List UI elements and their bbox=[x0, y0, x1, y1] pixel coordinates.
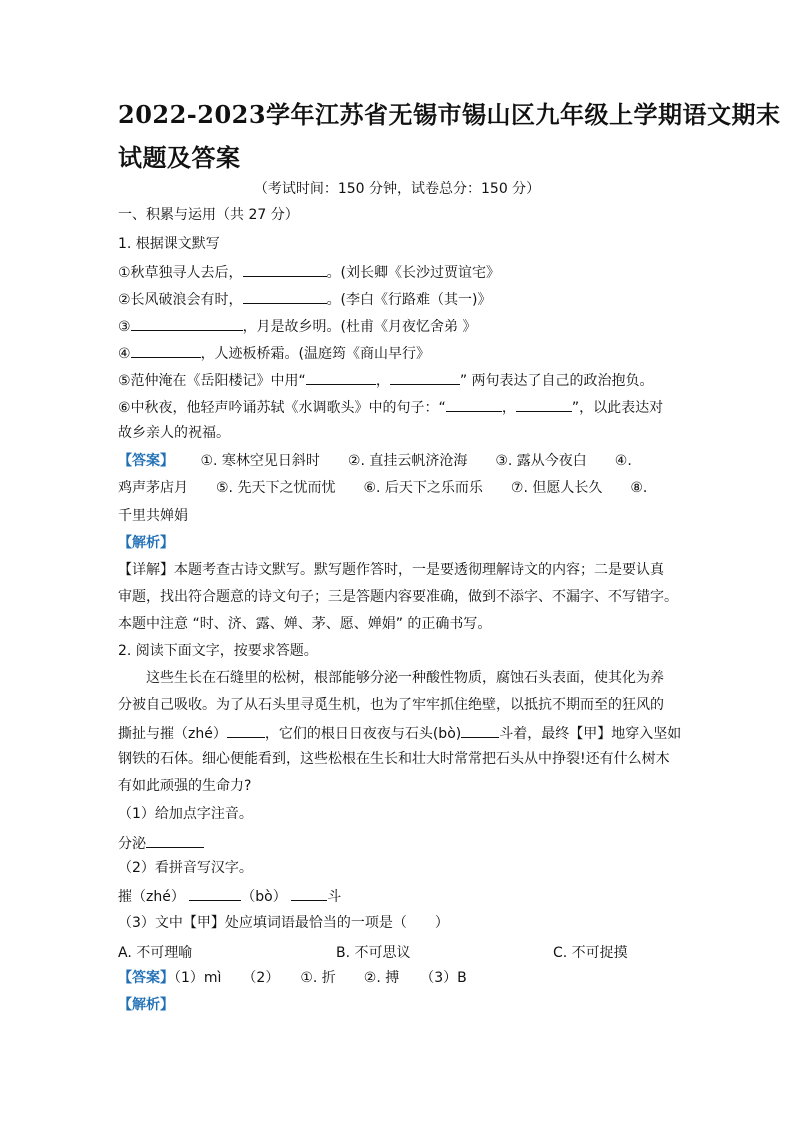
q1-line-6 bbox=[118, 397, 663, 417]
q1-line-5-text-c: ” 两句表达了自己的政治抱负。 bbox=[459, 373, 654, 389]
passage-line-3-text-a: 撕扯与摧（zhé） bbox=[118, 726, 227, 742]
sub-question-3: （3）文中【甲】处应填词语最恰当的一项是（ ） bbox=[118, 915, 449, 931]
answer-text: （1）mì （2） ①. 折 ②. 搏 （3）B bbox=[174, 970, 467, 986]
question-1-stem: 1. 根据课文默写 bbox=[118, 236, 220, 252]
option-a: A. 不可理喻 bbox=[118, 945, 193, 961]
answer-blank bbox=[390, 370, 460, 385]
q1-line-5-text-b: ， bbox=[375, 373, 390, 389]
passage-line-3-text-c: 斗着，最终【甲】地穿入坚如 bbox=[499, 726, 682, 742]
passage-line-3 bbox=[118, 723, 681, 743]
detail-line-2: 审题，找出符合题意的诗文句子；三是答题内容要准确，做到不添字、不漏字、不写错字。 bbox=[118, 589, 678, 605]
sub-question-2-items bbox=[118, 886, 341, 906]
section-heading: 一、积累与运用（共 27 分） bbox=[118, 207, 299, 223]
answer-blank bbox=[189, 886, 241, 901]
sub-question-1-word: 分泌 bbox=[118, 836, 146, 852]
answer-blank bbox=[516, 397, 572, 412]
q1-line-1-text-b: 。(刘长卿《长沙过贾谊宅》 bbox=[326, 265, 501, 281]
option-b: B. 不可思议 bbox=[336, 945, 411, 961]
sub-question-2-text-c: 斗 bbox=[327, 889, 342, 905]
q1-line-4-text-b: ，人迹板桥霜。(温庭筠《商山早行》 bbox=[200, 346, 431, 362]
passage-line-1: 这些生长在石缝里的松树，根部能够分泌一种酸性物质，腐蚀石头表面，使其化为养 bbox=[146, 670, 664, 686]
q1-line-3-text-a: ③ bbox=[118, 319, 131, 335]
option-c: C. 不可捉摸 bbox=[553, 945, 628, 961]
q1-line-1 bbox=[118, 262, 500, 282]
sub-question-2: （2）看拼音写汉字。 bbox=[118, 860, 253, 876]
q1-line-1-text-a: ①秋草独寻人去后， bbox=[118, 265, 243, 281]
q1-line-6-cont: 故乡亲人的祝福。 bbox=[118, 425, 230, 441]
sub-question-2-text-a: 摧（zhé） bbox=[118, 889, 185, 905]
q1-line-6-text-b: ， bbox=[501, 400, 516, 416]
answer-blank bbox=[131, 343, 201, 358]
q1-line-2 bbox=[118, 289, 492, 309]
answer-tag: 【答案】 bbox=[118, 970, 174, 986]
q2-answer-line bbox=[118, 969, 467, 987]
q1-line-5-text-a: ⑤范仲淹在《岳阳楼记》中用“ bbox=[118, 373, 306, 389]
document-title-line2: 试题及答案 bbox=[118, 143, 241, 172]
q1-line-3 bbox=[118, 316, 476, 336]
answer-blank bbox=[306, 370, 376, 385]
answer-blank bbox=[131, 316, 243, 331]
passage-line-5: 有如此顽强的生命力? bbox=[118, 778, 252, 794]
q1-answer-line-2: 鸡声茅店月 ⑤. 先天下之忧而忧 ⑥. 后天下之乐而乐 ⑦. 但愿人长久 ⑧. bbox=[118, 480, 648, 496]
passage-line-3-text-b: ，它们的根日日夜夜与石头(bò) bbox=[264, 726, 462, 742]
passage-line-2: 分被自己吸收。为了从石头里寻觅生机，也为了牢牢抓住绝壁，以抵抗不期而至的狂风的 bbox=[118, 697, 664, 713]
exam-info: （考试时间：150 分钟，试卷总分：150 分） bbox=[253, 181, 541, 197]
analysis-tag: 【解析】 bbox=[118, 535, 174, 551]
answer-blank bbox=[461, 723, 499, 738]
sub-question-2-text-b: （bò） bbox=[241, 889, 287, 905]
sub-question-1-item bbox=[118, 833, 204, 853]
answer-blank bbox=[291, 886, 327, 901]
passage-line-4: 钢铁的石体。细心便能看到，这些松根在生长和壮大时常常把石头从中挣裂!还有什么树木 bbox=[118, 751, 670, 767]
sub-question-1: （1）给加点字注音。 bbox=[118, 806, 253, 822]
q1-line-6-text-a: ⑥中秋夜，他轻声吟诵苏轼《水调歌头》中的句子：“ bbox=[118, 400, 446, 416]
answer-blank bbox=[146, 833, 204, 848]
q1-answer-line-3: 千里共婵娟 bbox=[118, 508, 188, 524]
q1-line-2-text-b: 。(李白《行路难（其一)》 bbox=[326, 292, 492, 308]
q1-line-6-text-c: ”，以此表达对 bbox=[571, 400, 664, 416]
analysis-tag: 【解析】 bbox=[118, 997, 174, 1013]
q1-line-5 bbox=[118, 370, 654, 390]
answer-tag: 【答案】 bbox=[118, 453, 174, 469]
q1-line-3-text-b: ，月是故乡明。(杜甫《月夜忆舍弟 》 bbox=[242, 319, 477, 335]
q1-line-2-text-a: ②长风破浪会有时， bbox=[118, 292, 243, 308]
detail-line-3: 本题中注意 “时、济、露、婵、茅、愿、婵娟” 的正确书写。 bbox=[118, 616, 492, 632]
answer-blank bbox=[243, 262, 327, 277]
answer-blank bbox=[227, 723, 265, 738]
document-title-line1: 2022-2023学年江苏省无锡市锡山区九年级上学期语文期末 bbox=[118, 100, 781, 129]
q1-line-4-text-a: ④ bbox=[118, 346, 131, 362]
q1-line-4 bbox=[118, 343, 430, 363]
q1-answer-line-1 bbox=[118, 452, 632, 470]
detail-line-1: 【详解】本题考查古诗文默写。默写题作答时，一是要透彻理解诗文的内容；二是要认真 bbox=[118, 562, 664, 578]
answer-blank bbox=[243, 289, 327, 304]
answer-text: ①. 寒林空见日斜时 ②. 直挂云帆济沧海 ③. 露从今夜白 ④. bbox=[200, 453, 632, 469]
question-2-stem: 2. 阅读下面文字，按要求答题。 bbox=[118, 643, 318, 659]
answer-blank bbox=[446, 397, 502, 412]
